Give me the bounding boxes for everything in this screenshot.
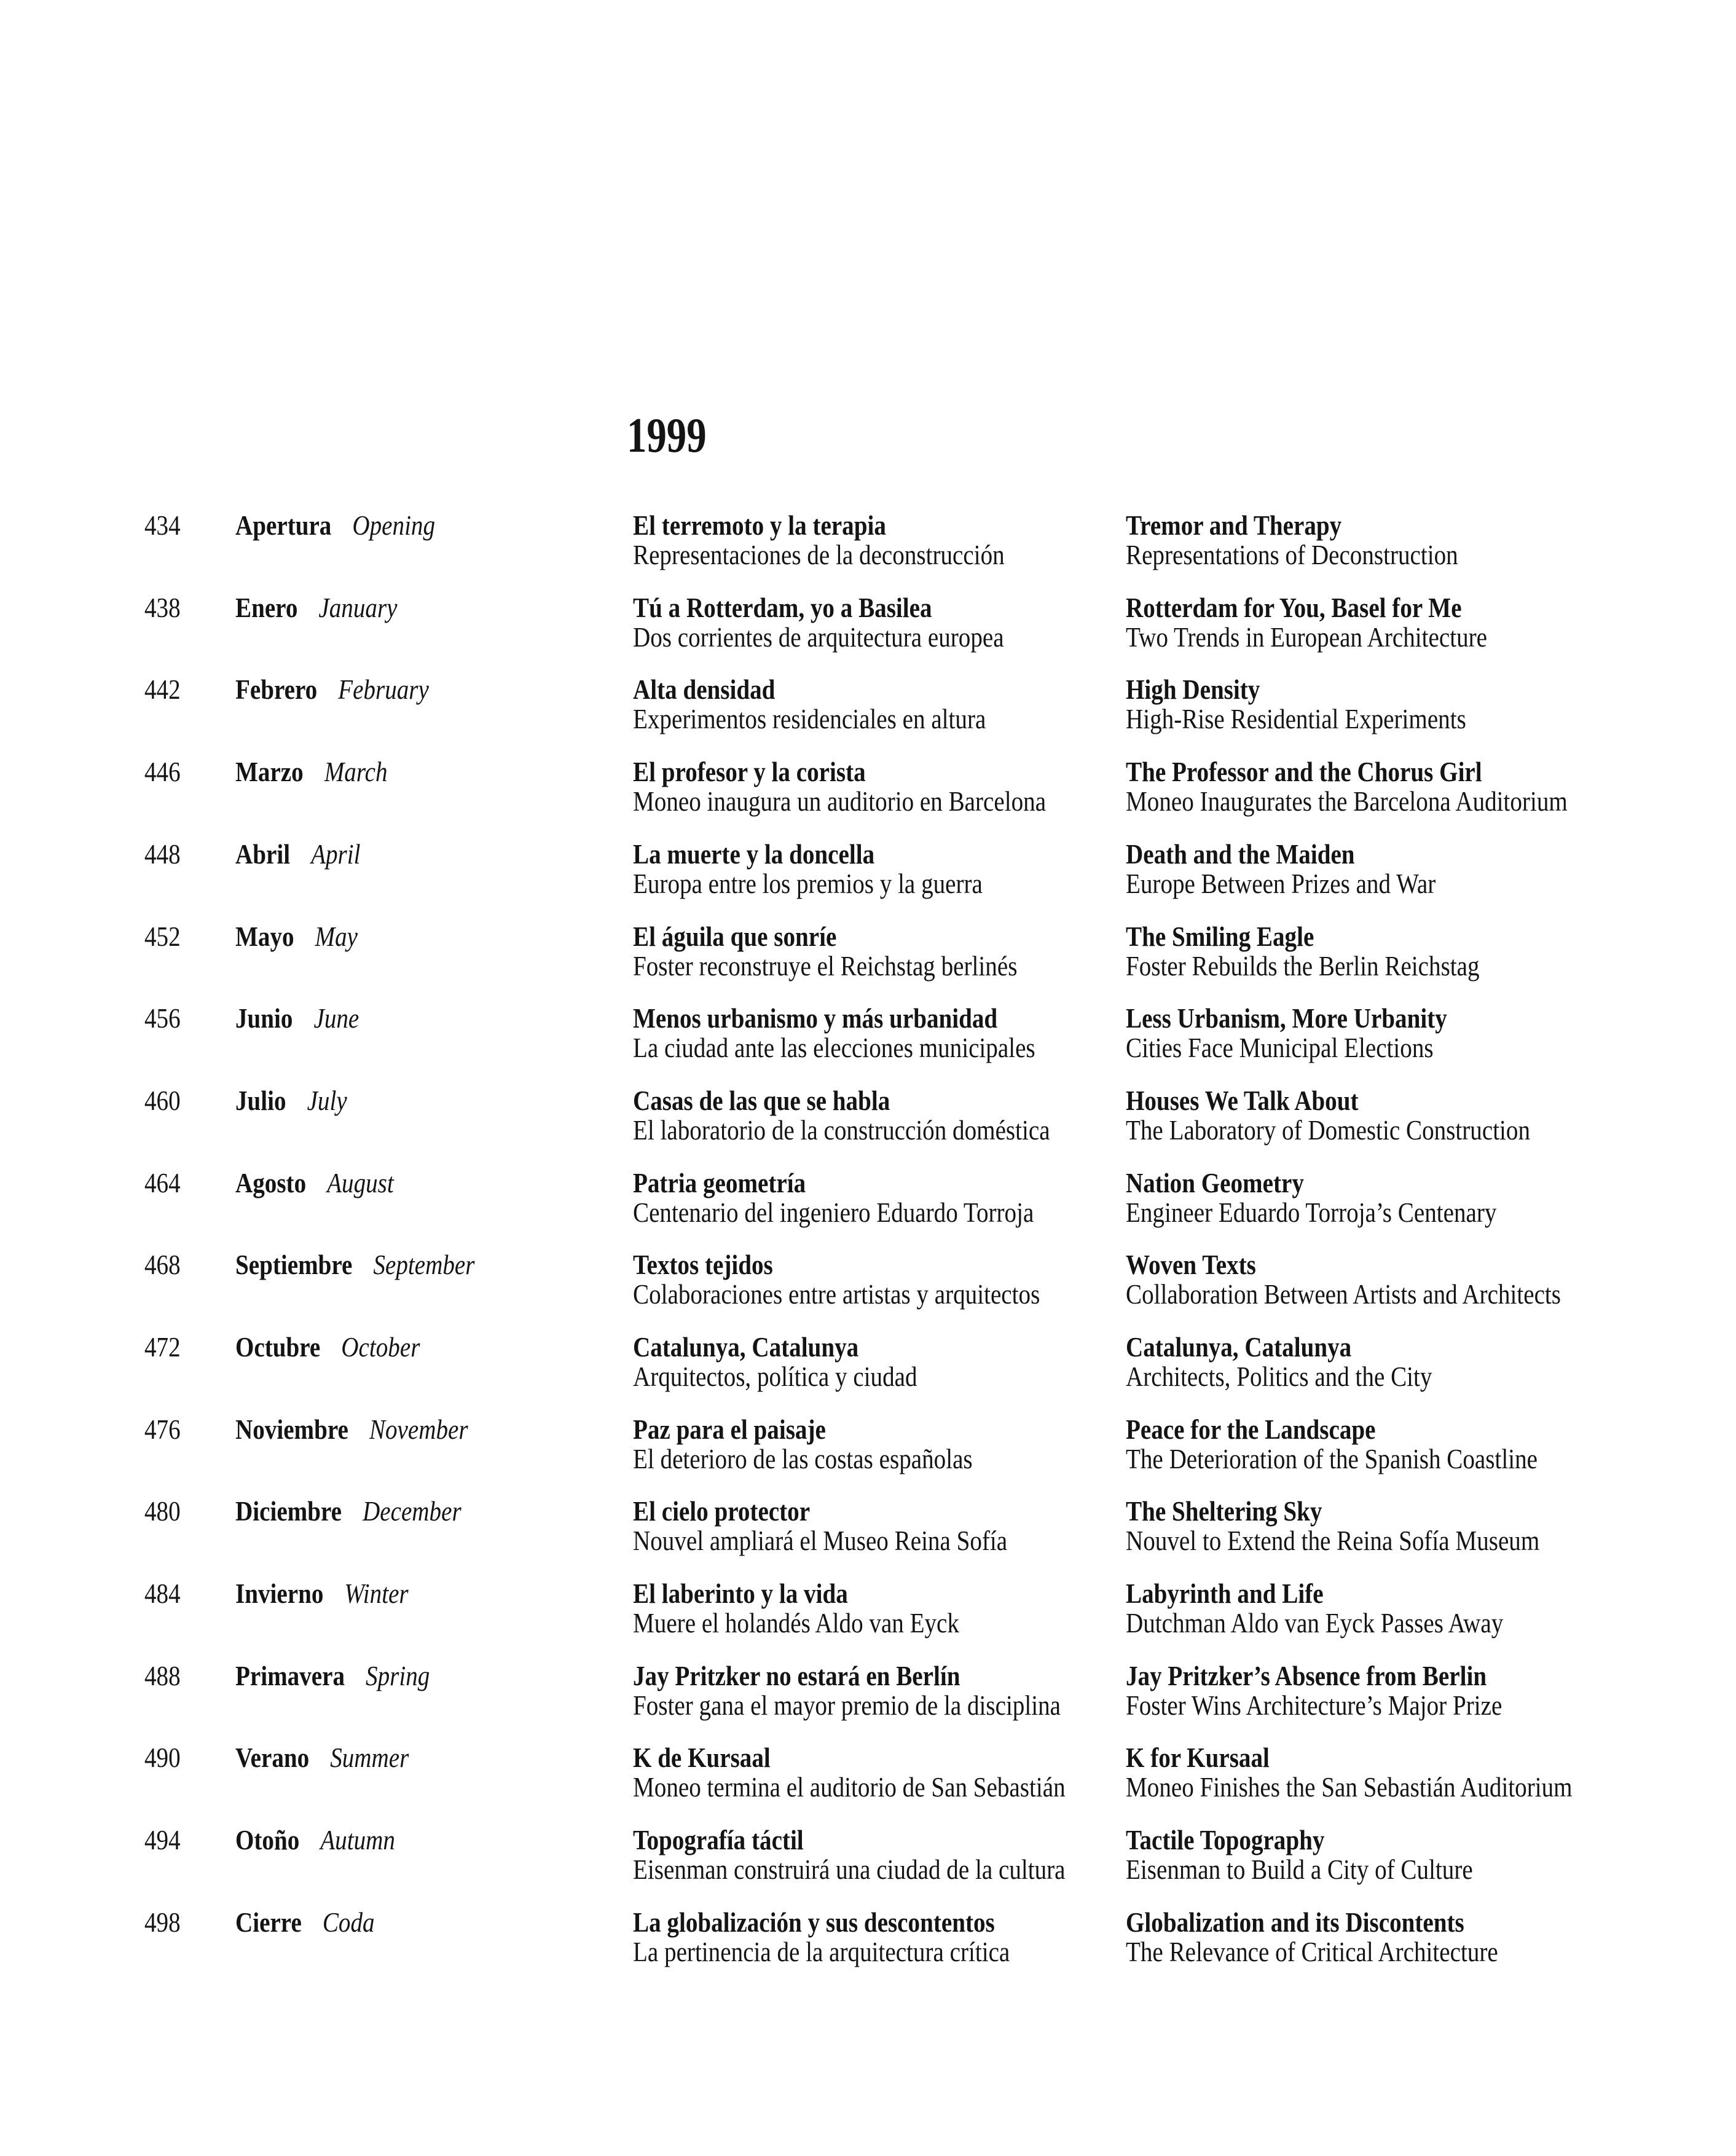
page-number: 434: [144, 509, 181, 541]
month-name-english: July: [307, 1085, 347, 1116]
article-entry-english: [1126, 511, 1458, 570]
article-subtitle-spanish: Colaboraciones entre artistas y arquitectos: [633, 1278, 1040, 1310]
article-title-english: Woven Texts: [1126, 1249, 1256, 1280]
month-name-spanish: Junio: [235, 1002, 293, 1034]
article-subtitle-spanish: Arquitectos, política y ciudad: [633, 1361, 917, 1392]
article-title-english: Labyrinth and Life: [1126, 1578, 1324, 1609]
article-entry-english: [1126, 1168, 1496, 1227]
article-entry-spanish: [633, 757, 1046, 816]
article-title-spanish: Menos urbanismo y más urbanidad: [633, 1002, 998, 1034]
article-entry-english: [1126, 1908, 1498, 1967]
month-name-english: April: [311, 838, 361, 870]
article-subtitle-spanish: La pertinencia de la arquitectura crítica: [633, 1936, 1010, 1967]
article-entry-english: [1126, 922, 1480, 981]
article-subtitle-spanish: La ciudad ante las elecciones municipales: [633, 1032, 1035, 1063]
article-subtitle-spanish: Eisenman construirá una ciudad de la cultura: [633, 1854, 1066, 1885]
article-title-spanish: La globalización y sus descontentos: [633, 1906, 995, 1938]
month-name-spanish: Mayo: [235, 921, 294, 952]
toc-row: [0, 1415, 1736, 1497]
article-title-english: Less Urbanism, More Urbanity: [1126, 1002, 1447, 1034]
toc-row: [0, 1825, 1736, 1908]
article-entry-spanish: [633, 1086, 1050, 1145]
toc-row: [0, 1497, 1736, 1579]
article-subtitle-spanish: Dos corrientes de arquitectura europea: [633, 621, 1004, 653]
month-label: [235, 1825, 395, 1855]
page-number: 460: [144, 1085, 181, 1116]
article-title-spanish: Casas de las que se habla: [633, 1085, 890, 1116]
article-subtitle-english: Engineer Eduardo Torroja’s Centenary: [1126, 1197, 1497, 1228]
month-name-spanish: Septiembre: [235, 1249, 353, 1280]
article-title-spanish: Tú a Rotterdam, yo a Basilea: [633, 592, 932, 623]
article-subtitle-english: High-Rise Residential Experiments: [1126, 703, 1466, 734]
month-name-spanish: Verano: [235, 1742, 310, 1773]
toc-row: [0, 1661, 1736, 1744]
article-entry-english: [1126, 1661, 1502, 1720]
year-heading: 1999: [627, 407, 707, 463]
page-number: 456: [144, 1002, 181, 1034]
page-number: 452: [144, 921, 181, 952]
article-entry-spanish: [633, 1004, 1035, 1063]
article-subtitle-spanish: Moneo termina el auditorio de San Sebastián: [633, 1771, 1066, 1803]
article-title-english: Tremor and Therapy: [1126, 509, 1342, 541]
month-label: [235, 1332, 420, 1362]
article-entry-spanish: [633, 1908, 1010, 1967]
article-subtitle-spanish: El laboratorio de la construcción doméstica: [633, 1114, 1050, 1146]
article-entry-english: [1126, 593, 1487, 652]
month-label: [235, 1250, 474, 1280]
article-entry-spanish: [633, 1497, 1007, 1556]
article-entry-english: [1126, 1250, 1561, 1309]
article-entry-spanish: [633, 1250, 1040, 1309]
toc-row: [0, 757, 1736, 840]
article-entry-english: [1126, 1743, 1573, 1802]
month-name-spanish: Agosto: [235, 1167, 307, 1198]
article-title-spanish: Textos tejidos: [633, 1249, 773, 1280]
page-number: 442: [144, 674, 181, 705]
month-name-spanish: Noviembre: [235, 1414, 348, 1445]
article-subtitle-english: Cities Face Municipal Elections: [1126, 1032, 1434, 1063]
article-entry-spanish: [633, 1415, 973, 1474]
article-title-english: The Smiling Eagle: [1126, 921, 1314, 952]
month-name-english: February: [338, 674, 429, 705]
month-label: [235, 757, 388, 787]
page-number: 438: [144, 592, 181, 623]
month-name-english: March: [324, 756, 388, 787]
page-number: 488: [144, 1660, 181, 1691]
month-name-spanish: Enero: [235, 592, 298, 623]
article-entry-spanish: [633, 1661, 1061, 1720]
article-entry-spanish: [633, 511, 1005, 570]
month-name-spanish: Diciembre: [235, 1495, 342, 1527]
month-name-english: October: [341, 1331, 420, 1363]
toc-row: [0, 1250, 1736, 1332]
article-subtitle-spanish: Centenario del ingeniero Eduardo Torroja: [633, 1197, 1034, 1228]
toc-row: [0, 840, 1736, 922]
article-entry-spanish: [633, 840, 983, 899]
article-title-english: Rotterdam for You, Basel for Me: [1126, 592, 1462, 623]
article-subtitle-english: Moneo Finishes the San Sebastián Auditorium: [1126, 1771, 1573, 1803]
month-name-english: December: [363, 1495, 461, 1527]
month-label: [235, 675, 429, 704]
month-label: [235, 1004, 359, 1033]
toc-row: [0, 511, 1736, 593]
article-subtitle-english: Europe Between Prizes and War: [1126, 868, 1436, 899]
month-name-spanish: Octubre: [235, 1331, 321, 1363]
month-name-english: November: [369, 1414, 468, 1445]
article-entry-english: [1126, 1332, 1432, 1391]
month-label: [235, 593, 398, 623]
month-name-english: August: [327, 1167, 394, 1198]
month-name-english: Coda: [322, 1906, 375, 1938]
article-subtitle-spanish: Foster reconstruye el Reichstag berlinés: [633, 950, 1018, 982]
article-subtitle-spanish: Nouvel ampliará el Museo Reina Sofía: [633, 1525, 1008, 1556]
month-name-english: January: [318, 592, 398, 623]
article-subtitle-english: Moneo Inaugurates the Barcelona Auditorium: [1126, 785, 1568, 817]
article-subtitle-spanish: Representaciones de la deconstrucción: [633, 539, 1005, 570]
month-name-spanish: Invierno: [235, 1578, 324, 1609]
month-name-english: September: [373, 1249, 475, 1280]
article-title-english: K for Kursaal: [1126, 1742, 1270, 1773]
page-number: 446: [144, 756, 181, 787]
page-number: 480: [144, 1495, 181, 1527]
month-name-spanish: Primavera: [235, 1660, 345, 1691]
page-number: 464: [144, 1167, 181, 1198]
article-entry-english: [1126, 1086, 1530, 1145]
article-title-spanish: El águila que sonríe: [633, 921, 837, 952]
page-number: 498: [144, 1906, 181, 1938]
article-title-english: Tactile Topography: [1126, 1824, 1325, 1855]
month-label: [235, 1579, 409, 1608]
month-name-spanish: Cierre: [235, 1906, 302, 1938]
article-title-spanish: K de Kursaal: [633, 1742, 771, 1773]
article-subtitle-spanish: Experimentos residenciales en altura: [633, 703, 986, 734]
article-title-spanish: Topografía táctil: [633, 1824, 804, 1855]
toc-row: [0, 1908, 1736, 1990]
month-label: [235, 922, 358, 951]
month-label: [235, 1497, 461, 1526]
article-subtitle-english: Two Trends in European Architecture: [1126, 621, 1488, 653]
month-label: [235, 1908, 375, 1937]
article-subtitle-english: The Relevance of Critical Architecture: [1126, 1936, 1498, 1967]
article-entry-english: [1126, 1579, 1503, 1638]
article-title-spanish: Jay Pritzker no estará en Berlín: [633, 1660, 960, 1691]
page-number: 472: [144, 1331, 181, 1363]
article-entry-spanish: [633, 1579, 959, 1638]
article-subtitle-english: Architects, Politics and the City: [1126, 1361, 1432, 1392]
article-title-english: Globalization and its Discontents: [1126, 1906, 1464, 1938]
month-name-spanish: Julio: [235, 1085, 286, 1116]
article-entry-english: [1126, 840, 1436, 899]
article-title-spanish: El profesor y la corista: [633, 756, 866, 787]
article-title-spanish: La muerte y la doncella: [633, 838, 875, 870]
article-subtitle-spanish: Moneo inaugura un auditorio en Barcelona: [633, 785, 1047, 817]
month-name-spanish: Apertura: [235, 509, 332, 541]
toc-row: [0, 1579, 1736, 1661]
article-subtitle-english: Foster Rebuilds the Berlin Reichstag: [1126, 950, 1480, 982]
month-name-english: Autumn: [320, 1824, 395, 1855]
article-subtitle-spanish: El deterioro de las costas españolas: [633, 1443, 973, 1474]
article-title-spanish: El laberinto y la vida: [633, 1578, 848, 1609]
article-entry-spanish: [633, 1743, 1066, 1802]
page-number: 484: [144, 1578, 181, 1609]
article-entry-spanish: [633, 1825, 1066, 1884]
article-entry-spanish: [633, 675, 986, 734]
month-name-spanish: Abril: [235, 838, 291, 870]
article-subtitle-english: Nouvel to Extend the Reina Sofía Museum: [1126, 1525, 1540, 1556]
toc-row: [0, 922, 1736, 1004]
month-name-english: May: [315, 921, 358, 952]
toc-row: [0, 1004, 1736, 1086]
article-entry-english: [1126, 1415, 1538, 1474]
article-subtitle-english: Collaboration Between Artists and Architects: [1126, 1278, 1561, 1310]
article-subtitle-english: Foster Wins Architecture’s Major Prize: [1126, 1690, 1502, 1721]
article-subtitle-english: Eisenman to Build a City of Culture: [1126, 1854, 1473, 1885]
month-label: [235, 1743, 409, 1772]
month-label: [235, 1661, 430, 1691]
article-subtitle-english: Dutchman Aldo van Eyck Passes Away: [1126, 1607, 1504, 1639]
article-entry-english: [1126, 1004, 1447, 1063]
article-title-english: The Professor and the Chorus Girl: [1126, 756, 1482, 787]
toc-row: [0, 1086, 1736, 1168]
toc-row: [0, 1743, 1736, 1825]
toc-row: [0, 593, 1736, 675]
page-number: 476: [144, 1414, 181, 1445]
article-entry-english: [1126, 1497, 1539, 1556]
article-title-english: Catalunya, Catalunya: [1126, 1331, 1352, 1363]
article-title-english: Jay Pritzker’s Absence from Berlin: [1126, 1660, 1487, 1691]
month-name-english: Spring: [366, 1660, 430, 1691]
page-number: 494: [144, 1824, 181, 1855]
article-title-english: Peace for the Landscape: [1126, 1414, 1376, 1445]
month-label: [235, 1415, 468, 1444]
article-title-english: The Sheltering Sky: [1126, 1495, 1322, 1527]
article-title-english: Death and the Maiden: [1126, 838, 1355, 870]
article-subtitle-spanish: Europa entre los premios y la guerra: [633, 868, 983, 899]
month-name-spanish: Marzo: [235, 756, 304, 787]
month-name-english: Summer: [330, 1742, 409, 1773]
article-entry-spanish: [633, 922, 1017, 981]
page-number: 490: [144, 1742, 181, 1773]
article-subtitle-english: Representations of Deconstruction: [1126, 539, 1458, 570]
month-label: [235, 840, 360, 869]
article-subtitle-english: The Laboratory of Domestic Construction: [1126, 1114, 1531, 1146]
article-title-spanish: Alta densidad: [633, 674, 776, 705]
month-label: [235, 1086, 347, 1115]
month-name-english: Winter: [344, 1578, 409, 1609]
month-name-english: June: [313, 1002, 359, 1034]
article-entry-english: [1126, 757, 1568, 816]
month-label: [235, 511, 435, 540]
article-title-spanish: El cielo protector: [633, 1495, 811, 1527]
toc-row: [0, 675, 1736, 757]
article-subtitle-spanish: Foster gana el mayor premio de la disciplina: [633, 1690, 1061, 1721]
article-entry-spanish: [633, 1332, 917, 1391]
toc-row: [0, 1168, 1736, 1251]
page-number: 448: [144, 838, 181, 870]
article-title-spanish: Catalunya, Catalunya: [633, 1331, 859, 1363]
article-title-spanish: El terremoto y la terapia: [633, 509, 886, 541]
article-entry-spanish: [633, 1168, 1034, 1227]
article-title-english: Houses We Talk About: [1126, 1085, 1359, 1116]
article-title-spanish: Patria geometría: [633, 1167, 806, 1198]
month-name-english: Opening: [352, 509, 436, 541]
article-subtitle-english: The Deterioration of the Spanish Coastline: [1126, 1443, 1538, 1474]
page-number: 468: [144, 1249, 181, 1280]
month-label: [235, 1168, 394, 1198]
article-title-spanish: Paz para el paisaje: [633, 1414, 826, 1445]
article-entry-spanish: [633, 593, 1004, 652]
toc-row: [0, 1332, 1736, 1415]
month-name-spanish: Febrero: [235, 674, 318, 705]
article-entry-english: [1126, 1825, 1473, 1884]
article-title-english: Nation Geometry: [1126, 1167, 1304, 1198]
article-title-english: High Density: [1126, 674, 1260, 705]
article-subtitle-spanish: Muere el holandés Aldo van Eyck: [633, 1607, 959, 1639]
article-entry-english: [1126, 675, 1466, 734]
month-name-spanish: Otoño: [235, 1824, 300, 1855]
